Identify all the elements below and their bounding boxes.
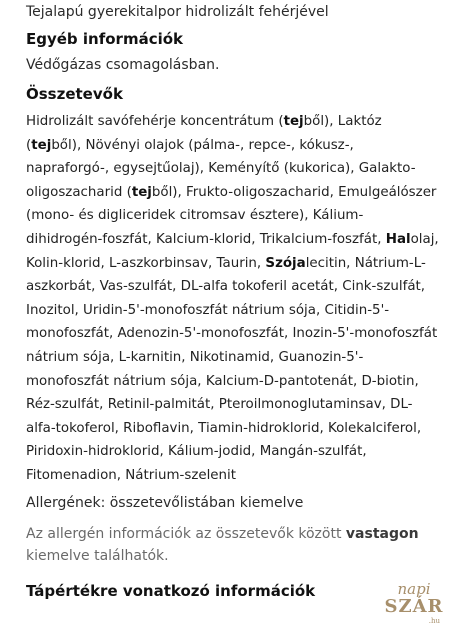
allergen-highlight: Hal — [385, 231, 411, 247]
other-info-heading: Egyéb információk — [26, 30, 184, 48]
ingredient-text: olaj, Kolin-klorid, L-aszkorbinsav, Taurin, — [26, 231, 439, 271]
ingredient-text: ből), Frukto-oligoszacharid, Emulgeálószer (mono- és digliceridek citromsav észtere), Kálium-dihidrogén-foszfát, Kalcium-klorid, Trikalcium-foszfát, — [26, 184, 437, 247]
watermark-domain: .hu — [428, 617, 440, 625]
allergen-note-before: Az allergén információk az összetevők között — [26, 525, 346, 542]
nutrition-heading: Tápértékre vonatkozó információk — [26, 581, 316, 600]
allergen-note-after: kiemelve találhatók. — [26, 547, 169, 564]
other-info-text: Védőgázas csomagolásban. — [26, 57, 220, 73]
watermark-top: napi — [397, 580, 431, 598]
ingredients-list — [26, 110, 439, 488]
ingredients-heading: Összetevők — [26, 85, 123, 103]
watermark-bottom: SZÁR — [384, 596, 444, 617]
ingredient-text: lecitin, Nátrium-L-aszkorbát, Vas-szulfát, DL-alfa tokoferil acetát, Cink-szulfát, Inozitol, Uridin-5'-monofoszfát nátrium sója, Citidin-5'-monofoszfát, Adenozin-5'-monofoszfát, Inozin-5'-monofoszfát nátrium sója, L-karnitin, Nikotinamid, Guanozin-5'-monofoszfát nátrium sója, Kalcium-D-pantotenát, D-biotin, Réz-szulfát, Retinil-palmitát, Pteroilmonoglutaminsav, DL-alfa-tokoferol, Riboflavin, Tiamin-hidroklorid, Kolekalciferol, Piridoxin-hidroklorid, Kálium-jodid, Mangán-szulfát, Fitomenadion, Nátrium-szelenit — [26, 255, 438, 483]
ingredient-text: Hidrolizált savófehérje koncentrátum ( — [26, 114, 284, 129]
allergen-highlight: tej — [31, 137, 52, 153]
ingredient-text: ből), Laktóz ( — [26, 114, 382, 153]
allergens-statement: Allergének: összetevőlistában kiemelve — [26, 494, 304, 511]
allergen-highlight: Szója — [265, 255, 306, 271]
allergen-highlight: tej — [283, 114, 304, 129]
allergen-note-bold: vastagon — [345, 525, 419, 542]
allergen-note — [26, 523, 439, 567]
product-subtitle: Tejalapú gyerekitalpor hidrolizált fehérjével — [26, 4, 329, 20]
ingredient-text: ből), Növényi olajok (pálma-, repce-, kókusz-, napraforgó-, egysejtűolaj), Keményítő (kukorica), Galakto-oligoszacharid ( — [26, 137, 416, 200]
allergen-highlight: tej — [131, 184, 152, 200]
